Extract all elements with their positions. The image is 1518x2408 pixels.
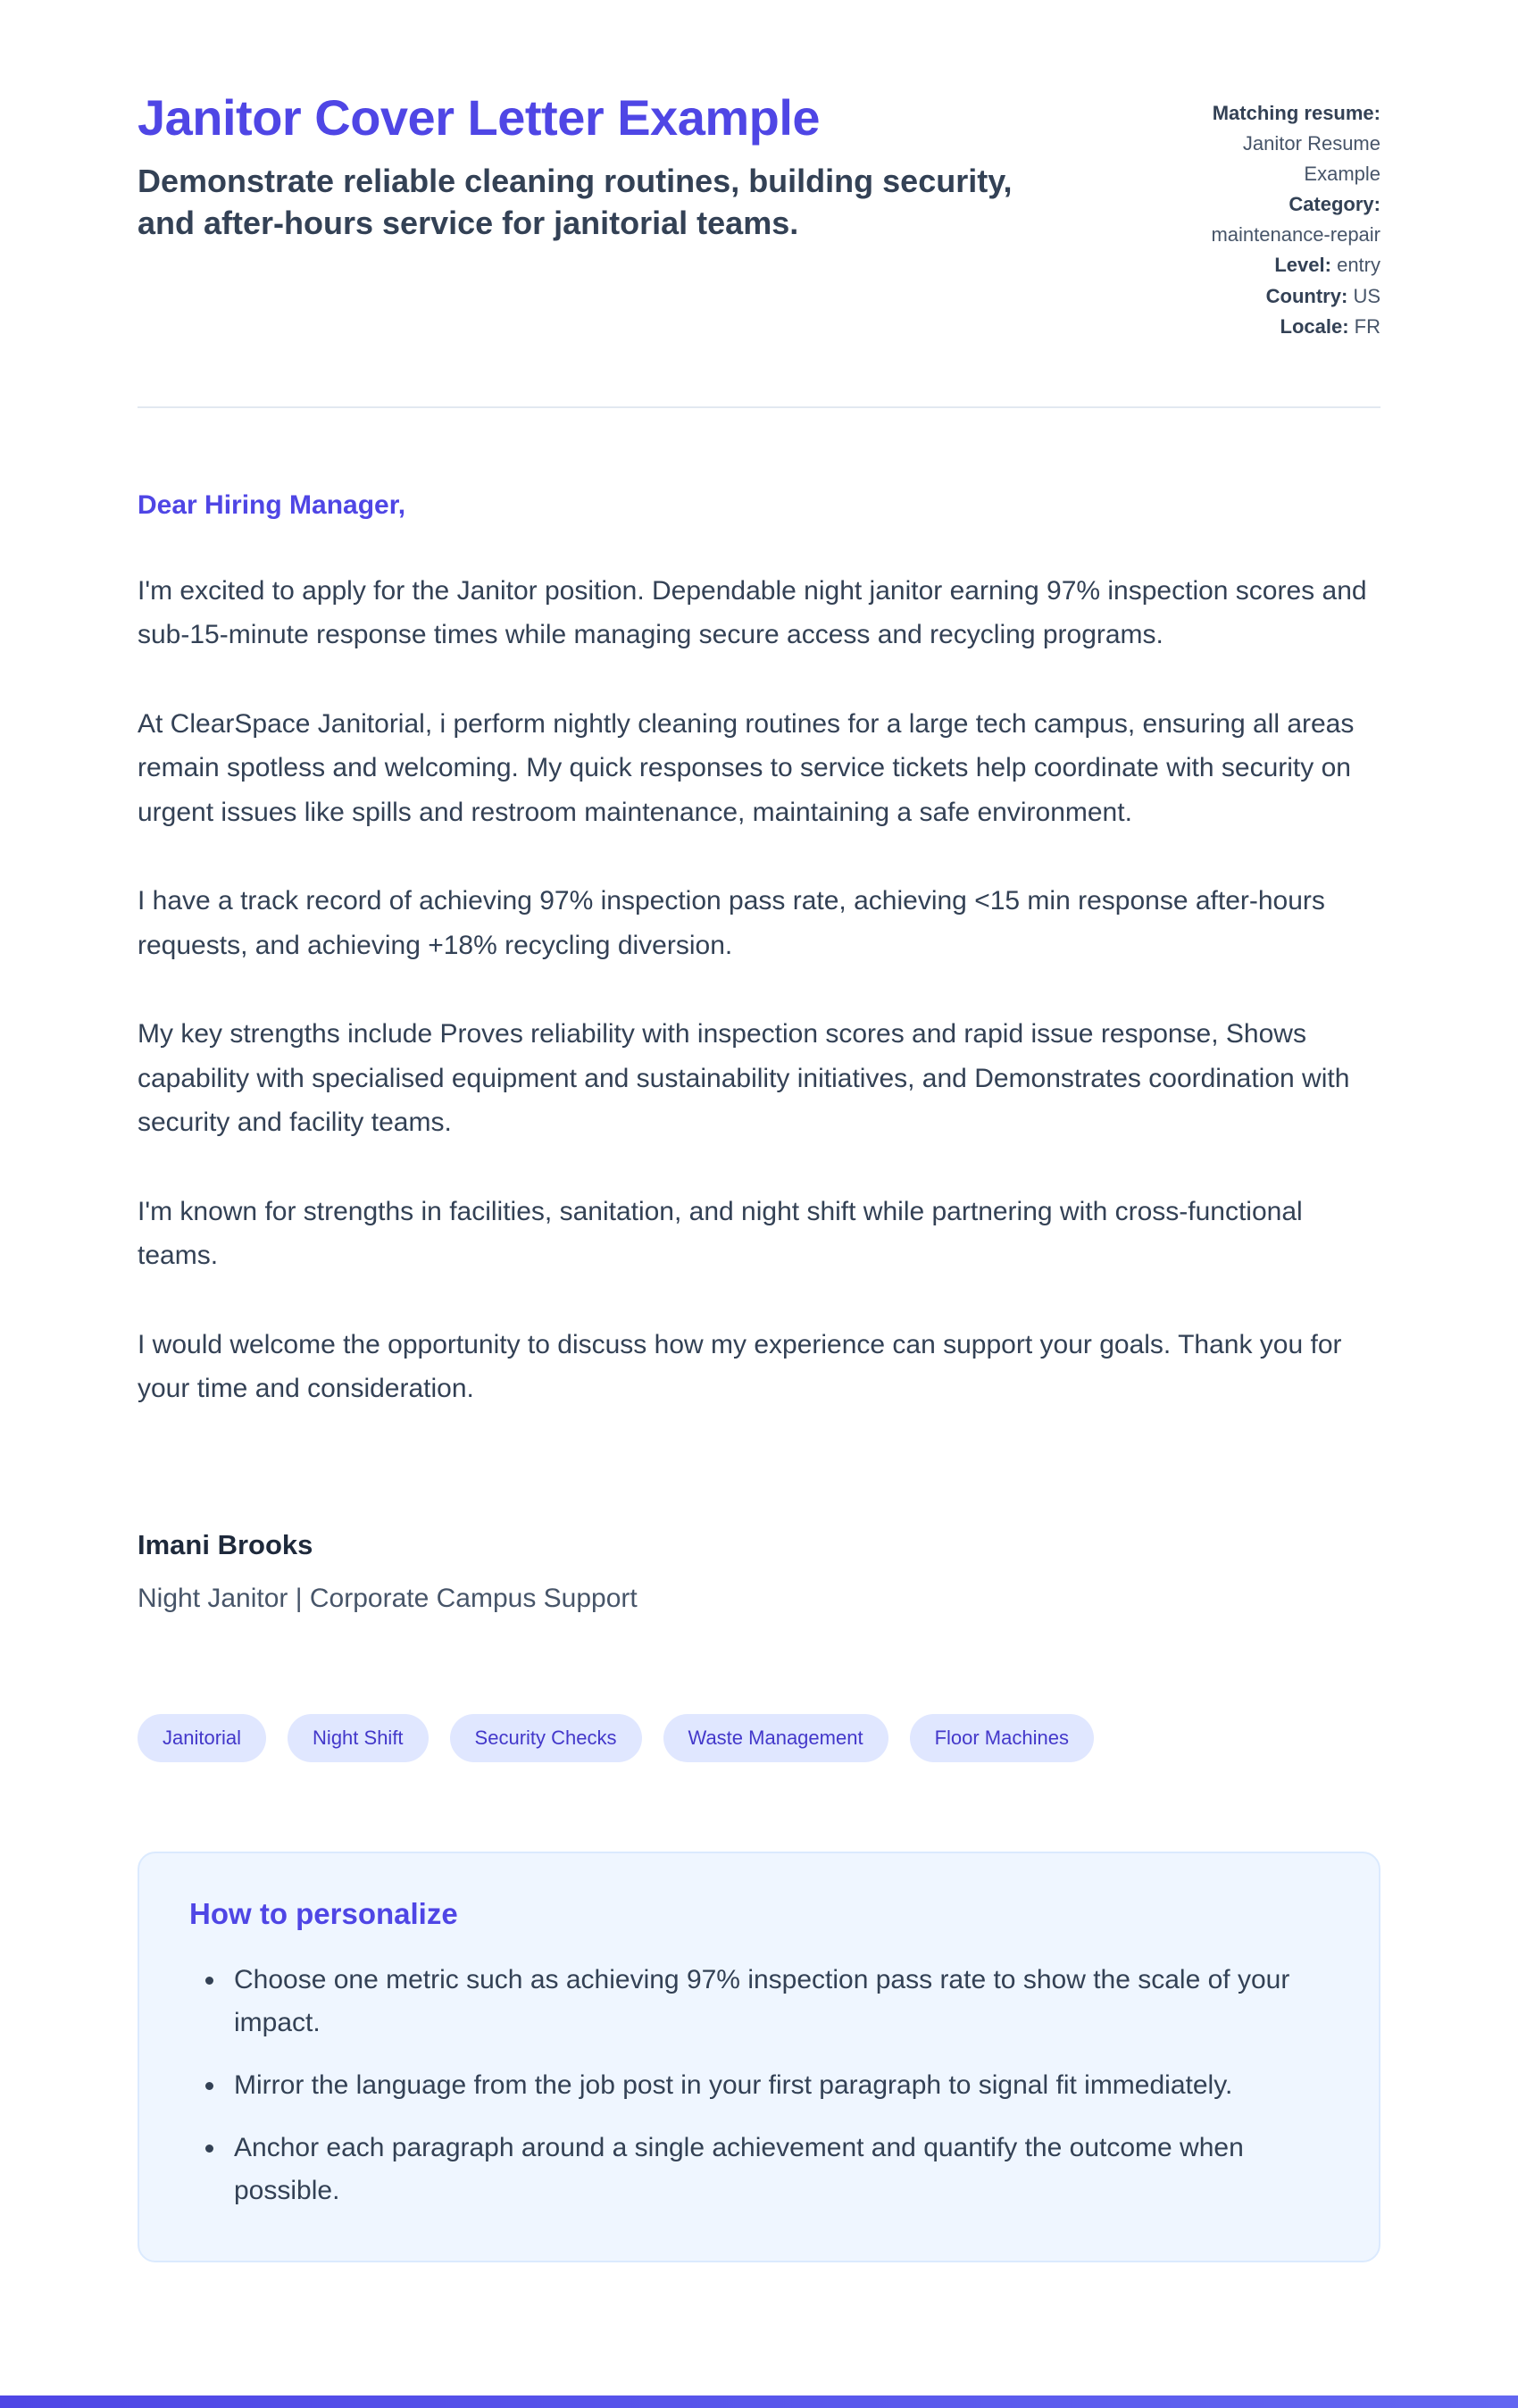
letter-paragraph: I would welcome the opportunity to discuss how my experience can support your goals. Thank you for your time and consideration. bbox=[138, 1329, 1342, 1404]
personalize-box bbox=[138, 1852, 1380, 2262]
signature-name: Imani Brooks bbox=[138, 1528, 313, 1560]
meta-label: Matching resume: bbox=[1212, 102, 1380, 124]
personalize-tip: • Mirror the language from the job post in your first paragraph to signal fit immediately. bbox=[227, 2064, 1329, 2107]
meta-value: FR bbox=[1354, 314, 1380, 338]
meta-item bbox=[1197, 189, 1380, 250]
page-title: Janitor Cover Letter Example bbox=[138, 89, 821, 146]
letter-paragraph: I'm excited to apply for the Janitor position. Dependable night janitor earning 97% inspection scores and sub-15-minute response times while managing secure access and recycling programs. bbox=[138, 575, 1367, 650]
letter-paragraph: I'm known for strengths in facilities, sanitation, and night shift while partnering with cross-functional teams. bbox=[138, 1196, 1303, 1271]
footer-accent-bar bbox=[0, 2395, 1518, 2408]
page-subtitle: Demonstrate reliable cleaning routines, building security, and after-hours service for janitorial teams. bbox=[138, 163, 1013, 242]
personalize-tips bbox=[189, 1959, 1329, 2212]
tag-pill: Waste Management bbox=[663, 1714, 888, 1762]
header-title-block bbox=[138, 89, 1039, 245]
meta-value: Janitor Resume Example bbox=[1242, 132, 1380, 186]
meta-label: Level: bbox=[1274, 254, 1331, 277]
meta-item bbox=[1197, 250, 1380, 280]
tag-pill: Night Shift bbox=[288, 1714, 429, 1762]
letter-body bbox=[138, 569, 1380, 1411]
meta-label: Country: bbox=[1265, 284, 1348, 307]
meta-item bbox=[1197, 98, 1380, 189]
cover-letter bbox=[138, 408, 1380, 2262]
meta-value: US bbox=[1353, 284, 1380, 307]
letter-paragraph: I have a track record of achieving 97% inspection pass rate, achieving <15 min response after-hours requests, and achieving +18% recycling diversion. bbox=[138, 886, 1325, 960]
tag-pill: Floor Machines bbox=[910, 1714, 1094, 1762]
salutation: Dear Hiring Manager, bbox=[138, 489, 406, 520]
header bbox=[138, 89, 1380, 342]
tag-pill: Security Checks bbox=[450, 1714, 642, 1762]
tag-pill: Janitorial bbox=[138, 1714, 266, 1762]
personalize-tip: • Anchor each paragraph around a single achievement and quantify the outcome when possible. bbox=[227, 2127, 1329, 2212]
meta-value: entry bbox=[1337, 254, 1380, 277]
personalize-tip: • Choose one metric such as achieving 97% inspection pass rate to show the scale of your impact. bbox=[227, 1959, 1329, 2044]
meta-item bbox=[1197, 281, 1380, 312]
tag-list bbox=[138, 1714, 1380, 1762]
letter-paragraph: At ClearSpace Janitorial, i perform nightly cleaning routines for a large tech campus, ensuring all areas remain spotless and welcoming. My quick responses to service tickets help coordinate with security on urgent issues like spills and restroom maintenance, maintaining a safe environment. bbox=[138, 708, 1355, 827]
letter-paragraph: My key strengths include Proves reliability with inspection scores and rapid issue response, Shows capability with specialised equipment and sustainability initiatives, and Demonstrates coordination with security and facility teams. bbox=[138, 1019, 1350, 1138]
meta-label: Category: bbox=[1289, 193, 1380, 216]
meta-panel bbox=[1197, 89, 1380, 342]
personalize-title: How to personalize bbox=[189, 1897, 458, 1931]
meta-label: Locale: bbox=[1280, 314, 1349, 338]
content-column bbox=[138, 0, 1380, 2262]
signature-block bbox=[138, 1527, 1380, 1616]
signature-title: Night Janitor | Corporate Campus Support bbox=[138, 1584, 638, 1614]
meta-item bbox=[1197, 312, 1380, 342]
meta-value: maintenance-repair bbox=[1211, 223, 1380, 247]
